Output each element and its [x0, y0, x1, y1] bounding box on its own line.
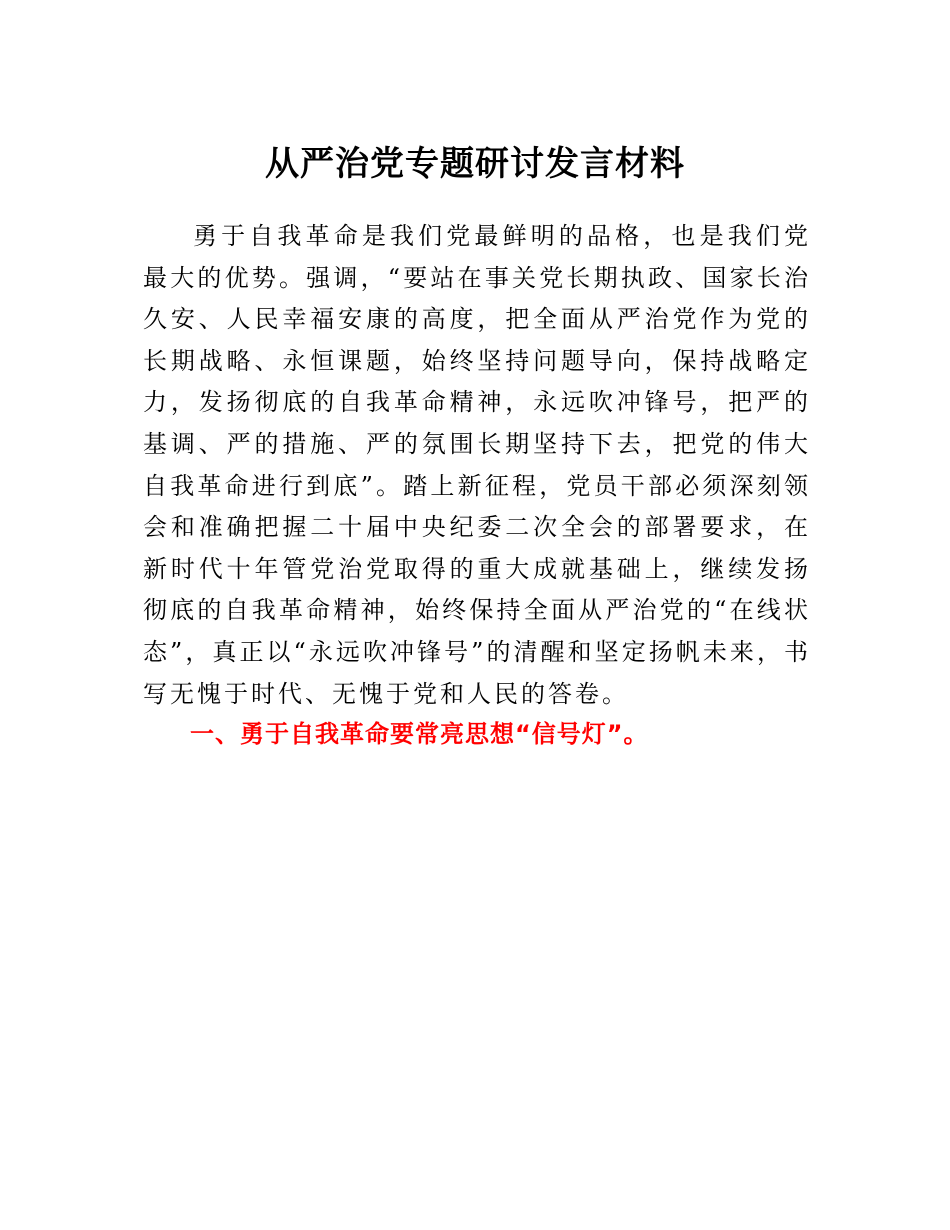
document-title: 从严治党专题研讨发言材料 — [265, 144, 685, 184]
section-heading: 一、勇于自我革命要常亮思想“信号灯”。 — [190, 720, 649, 748]
body-paragraph: 勇于自我革命是我们党最鲜明的品格，也是我们党最大的优势。强调，“要站在事关党长期执政、国家长治久安、人民幸福安康的高度，把全面从严治党作为党的长期战略、永恒课题，始终坚持问题导向，保持战略定力，发扬彻底的自我革命精神，永远吹冲锋号，把严的基调、严的措施、严的氛围长期坚持下去，把党的伟大自我革命进行到底”。踏上新征程，党员干部必须深刻领会和准确把握二十届中央纪委二次全会的部署要求，在新时代十年管党治党取得的重大成就基础上，继续发扬彻底的自我革命精神，始终保持全面从严治党的“在线状态”，真正以“永远吹冲锋号”的清醒和坚定扬帆未来，书写无愧于时代、无愧于党和人民的答卷。 — [143, 222, 811, 708]
